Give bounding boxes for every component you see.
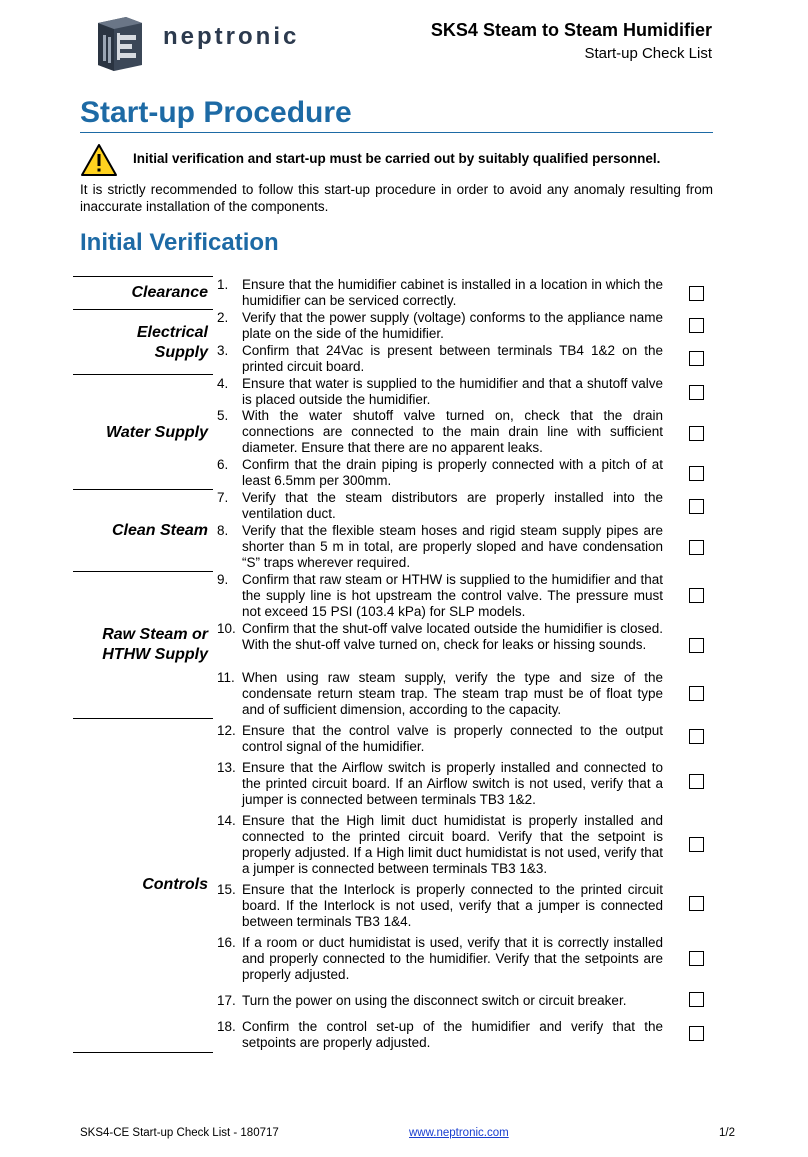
item-text: Ensure that water is supplied to the humidifier and that a shutoff valve is placed outside the humidifier. [242, 376, 663, 407]
item-2-checkbox[interactable] [689, 318, 704, 333]
checklist-item [217, 935, 663, 983]
checklist-item [217, 760, 663, 808]
logo-wordmark: neptronic [163, 23, 300, 50]
item-number: 12. [217, 723, 236, 738]
checklist-item [217, 457, 663, 489]
checklist-item [217, 993, 663, 1009]
item-text: Confirm that raw steam or HTHW is supplied to the humidifier and that the supply line is hot upstream the control valve. The pressure must not exceed 15 PSI (103.4 kPa) for SLP models. [242, 572, 663, 619]
item-4-checkbox[interactable] [689, 385, 704, 400]
category-electrical-line2: Supply [154, 344, 208, 361]
checklist-item [217, 310, 663, 342]
item-text: With the water shutoff valve turned on, check that the drain connections are connected to the main drain line with sufficient diameter. Ensure that there are no apparent leaks. [242, 408, 663, 455]
category-clearance: Clearance [131, 284, 208, 301]
document-subtitle: Start-up Check List [584, 45, 712, 62]
item-number: 18. [217, 1019, 236, 1034]
item-7-checkbox[interactable] [689, 499, 704, 514]
item-8-checkbox[interactable] [689, 540, 704, 555]
item-text: When using raw steam supply, verify the type and size of the condensate return steam trap. The steam trap must be of float type and of sufficient dimension, according to the capacity. [242, 670, 663, 717]
item-number: 7. [217, 490, 229, 505]
category-divider [73, 718, 213, 719]
item-text: Ensure that the High limit duct humidistat is properly installed and connected to the printed circuit board. Verify that the setpoint is properly adjusted. If a High limit duct humidistat is not used, verify that a jumper is connected between terminals TB3 1&3. [242, 813, 663, 876]
category-divider [73, 1052, 213, 1053]
item-18-checkbox[interactable] [689, 1026, 704, 1041]
category-raw-steam-line2: HTHW Supply [102, 646, 208, 663]
item-text: Ensure that the control valve is properly connected to the output control signal of the humidifier. [242, 723, 663, 754]
checklist-item [217, 376, 663, 408]
checklist-item [217, 343, 663, 375]
item-6-checkbox[interactable] [689, 466, 704, 481]
category-raw-steam-line1: Raw Steam or [102, 626, 208, 643]
checklist-item [217, 1019, 663, 1051]
item-number: 5. [217, 408, 229, 423]
item-number: 3. [217, 343, 229, 358]
category-water-supply: Water Supply [106, 424, 208, 441]
item-14-checkbox[interactable] [689, 837, 704, 852]
item-text: Ensure that the Airflow switch is properly installed and connected to the printed circuit board. If an Airflow switch is not used, verify that a jumper is connected between terminals TB3 1&2. [242, 760, 663, 807]
item-number: 15. [217, 882, 236, 897]
item-number: 2. [217, 310, 229, 325]
item-15-checkbox[interactable] [689, 896, 704, 911]
item-text: Confirm that the shut-off valve located outside the humidifier is closed. With the shut-off valve turned on, check for leaks or hissing sounds. [242, 621, 663, 652]
intro-paragraph: It is strictly recommended to follow this start-up procedure in order to avoid any anomaly resulting from inaccurate installation of the components. [80, 182, 713, 214]
item-number: 8. [217, 523, 229, 538]
checklist-item [217, 277, 663, 309]
checklist-item [217, 572, 663, 620]
item-number: 9. [217, 572, 229, 587]
item-number: 4. [217, 376, 229, 391]
checklist-item [217, 621, 663, 653]
item-text: Verify that the power supply (voltage) conforms to the appliance name plate on the side of the humidifier. [242, 310, 663, 341]
category-divider [73, 309, 213, 310]
item-3-checkbox[interactable] [689, 351, 704, 366]
item-number: 16. [217, 935, 236, 950]
item-10-checkbox[interactable] [689, 638, 704, 653]
item-text: Confirm that 24Vac is present between terminals TB4 1&2 on the printed circuit board. [242, 343, 663, 374]
warning-triangle-icon [80, 143, 118, 177]
item-text: Confirm the control set-up of the humidifier and verify that the setpoints are properly adjusted. [242, 1019, 663, 1050]
item-number: 13. [217, 760, 236, 775]
checklist-item [217, 490, 663, 522]
neptronic-cube-icon [98, 17, 142, 71]
item-number: 6. [217, 457, 229, 472]
item-13-checkbox[interactable] [689, 774, 704, 789]
title-divider [80, 132, 713, 133]
item-text: Turn the power on using the disconnect switch or circuit breaker. [242, 993, 627, 1008]
category-electrical-line1: Electrical [136, 324, 208, 341]
checklist-item [217, 408, 663, 456]
document-title: SKS4 Steam to Steam Humidifier [430, 20, 712, 40]
item-17-checkbox[interactable] [689, 992, 704, 1007]
item-text: Ensure that the Interlock is properly connected to the printed circuit board. If the Interlock is not used, verify that a jumper is connected between terminals TB3 1&4. [242, 882, 663, 929]
category-divider [73, 374, 213, 375]
category-clean-steam: Clean Steam [111, 522, 208, 539]
checklist-item [217, 882, 663, 930]
checklist-item [217, 523, 663, 571]
item-number: 10. [217, 621, 236, 636]
item-text: If a room or duct humidistat is used, verify that it is correctly installed and properly connected to the humidifier. Verify that the setpoints are properly adjusted. [242, 935, 663, 982]
item-1-checkbox[interactable] [689, 286, 704, 301]
item-12-checkbox[interactable] [689, 729, 704, 744]
footer-document-id: SKS4-CE Start-up Check List - 180717 [80, 1127, 279, 1139]
footer-website-link[interactable]: www.neptronic.com [409, 1127, 509, 1139]
item-number: 17. [217, 993, 236, 1008]
item-number: 14. [217, 813, 236, 828]
item-text: Verify that the flexible steam hoses and rigid steam supply pipes are shorter than 5 m in total, are properly sloped and have condensation “S” traps wherever required. [242, 523, 663, 570]
item-9-checkbox[interactable] [689, 588, 704, 603]
section-title: Initial Verification [80, 229, 279, 256]
item-11-checkbox[interactable] [689, 686, 704, 701]
item-text: Verify that the steam distributors are properly installed into the ventilation duct. [242, 490, 663, 521]
checklist-item [217, 813, 663, 877]
checklist-item [217, 723, 663, 755]
checklist-item [217, 670, 663, 718]
category-divider [73, 571, 213, 572]
item-number: 1. [217, 277, 229, 292]
category-divider [73, 489, 213, 490]
item-text: Confirm that the drain piping is properly connected with a pitch of at least 6.5mm per 300mm. [242, 457, 663, 488]
category-controls: Controls [142, 876, 208, 893]
page-title: Start-up Procedure [80, 96, 352, 129]
category-divider [73, 276, 213, 277]
item-16-checkbox[interactable] [689, 951, 704, 966]
item-number: 11. [217, 670, 235, 685]
item-5-checkbox[interactable] [689, 426, 704, 441]
item-text: Ensure that the humidifier cabinet is installed in a location in which the humidifier can be serviced correctly. [242, 277, 663, 308]
footer-page-number: 1/2 [719, 1127, 735, 1139]
warning-text: Initial verification and start-up must be carried out by suitably qualified personnel. [133, 151, 661, 166]
